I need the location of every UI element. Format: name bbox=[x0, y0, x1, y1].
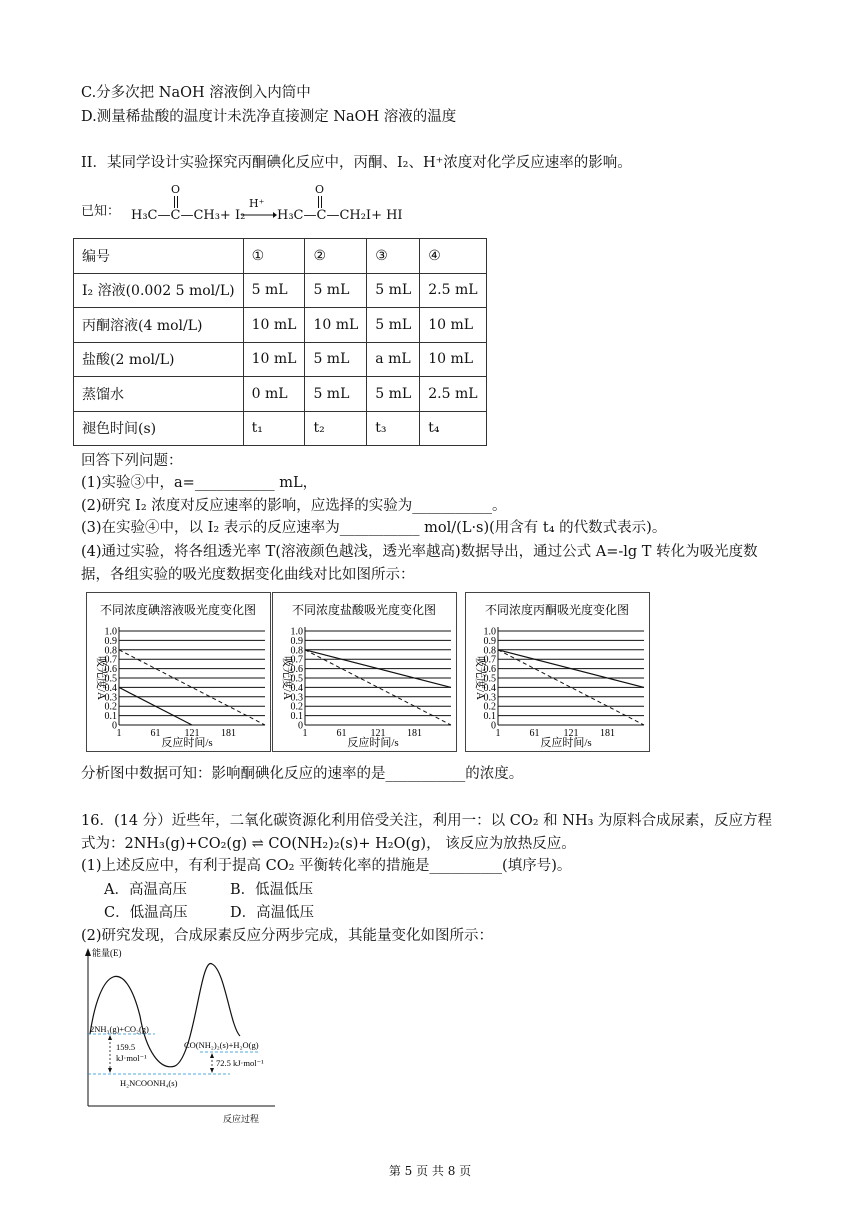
option-d2: D．高温低压 bbox=[230, 905, 315, 921]
x-tick-label: 1 bbox=[116, 728, 122, 739]
y-tick-label: 1.0 bbox=[483, 626, 496, 638]
y-tick-label: 0.8 bbox=[483, 645, 496, 657]
table-cell: 2.5 mL bbox=[420, 273, 486, 308]
table-header-row bbox=[74, 239, 487, 274]
y-tick-label: 0.1 bbox=[104, 711, 117, 723]
chart-title: 不同浓度丙酮吸光度变化图 bbox=[484, 603, 630, 617]
y-tick-label: 0.5 bbox=[104, 673, 117, 685]
x-tick-label: 61 bbox=[529, 728, 540, 739]
x-tick-label: 181 bbox=[600, 728, 615, 739]
table-cell: a mL bbox=[367, 342, 420, 377]
table-cell: 5 mL bbox=[367, 273, 420, 308]
product-double-bond bbox=[318, 196, 322, 208]
y-tick-label: 0.9 bbox=[290, 635, 303, 647]
energy-diagram bbox=[80, 946, 280, 1126]
product-o: O bbox=[315, 183, 325, 196]
x-tick-label: 121 bbox=[370, 728, 386, 739]
table-cell: ② bbox=[305, 239, 367, 274]
x-tick-label: 1 bbox=[495, 728, 501, 739]
y-tick-label: 0.1 bbox=[290, 711, 303, 723]
table-cell: t₄ bbox=[420, 411, 486, 446]
q16-line1: 16．(14 分）近些年，二氧化碳资源化利用倍受关注，利用一：以 CO₂ 和 NH₃ 为原料合成尿素，反应方程 bbox=[81, 813, 773, 829]
reaction-progress-label: 反应过程 bbox=[223, 1114, 260, 1124]
delta1-unit: kJ·mol⁻¹ bbox=[116, 1053, 147, 1063]
y-tick-label: 0 bbox=[491, 720, 496, 732]
q16-question-1: (1)上述反应中，有利于提高 CO₂ 平衡转化率的措施是__________(填序号)。 bbox=[81, 858, 572, 874]
iodine-absorbance-chart bbox=[86, 592, 271, 752]
y-tick-label: 1.0 bbox=[104, 626, 117, 638]
table-cell: 10 mL bbox=[420, 342, 486, 377]
table-cell: t₃ bbox=[367, 411, 420, 446]
hcl-absorbance-chart bbox=[272, 592, 457, 752]
y-axis-label: 吸光度/A bbox=[95, 656, 107, 700]
energy-diagram-svg bbox=[80, 946, 280, 1126]
y-tick-label: 0.9 bbox=[104, 635, 117, 647]
energy-curve bbox=[90, 964, 240, 1067]
x-tick-label: 181 bbox=[407, 728, 422, 739]
iodine-chart-svg bbox=[87, 593, 270, 751]
product-label: CO(NH₂)₂(s)+H₂O(g) bbox=[184, 1040, 259, 1050]
table-row bbox=[74, 308, 487, 343]
question-4-line1: (4)通过实验，将各组透光率 T(溶液颜色越浅，透光率越高)数据导出，通过公式 A=-lg T 转化为吸光度数 bbox=[81, 544, 758, 560]
x-axis-label: 反应时间/s bbox=[347, 737, 399, 749]
y-tick-label: 0.7 bbox=[290, 654, 303, 666]
table-cell: 10 mL bbox=[305, 308, 367, 343]
reactant-label: 2NH₃(g)+CO₂(g) bbox=[90, 1024, 149, 1034]
analysis-text: 分析图中数据可知：影响酮碘化反应的速率的是___________的浓度。 bbox=[81, 766, 524, 782]
y-tick-label: 0.6 bbox=[290, 664, 303, 676]
table-row bbox=[74, 342, 487, 377]
page-number: 第 5 页 共 8 页 bbox=[388, 1164, 472, 1178]
x-tick-label: 121 bbox=[563, 728, 579, 739]
y-tick-label: 0.3 bbox=[483, 692, 496, 704]
product-formula: H₃C—C—CH₂I+ HI bbox=[277, 208, 403, 223]
table-cell: I₂ 溶液(0.002 5 mol/L) bbox=[74, 273, 244, 308]
delta1-down-icon bbox=[108, 1068, 112, 1073]
acetone-chart-svg bbox=[466, 593, 649, 751]
y-tick-label: 0.3 bbox=[104, 692, 117, 704]
y-tick-label: 0 bbox=[298, 720, 303, 732]
table-row bbox=[74, 411, 487, 446]
y-tick-label: 0.4 bbox=[104, 682, 117, 694]
y-tick-label: 0.2 bbox=[104, 701, 117, 713]
known-label: 已知： bbox=[81, 204, 121, 219]
table-cell: 10 mL bbox=[420, 308, 486, 343]
energy-y-arrow-icon bbox=[85, 948, 91, 956]
x-tick-label: 181 bbox=[221, 728, 236, 739]
table-cell: 盐酸(2 mol/L) bbox=[74, 342, 244, 377]
delta1-up-icon bbox=[108, 1035, 112, 1040]
y-tick-label: 0.8 bbox=[290, 645, 303, 657]
question-2: (2)研究 I₂ 浓度对反应速率的影响，应选择的实验为___________。 bbox=[81, 498, 507, 514]
chart-title: 不同浓度盐酸吸光度变化图 bbox=[291, 603, 437, 617]
energy-axis-label: 能量(E) bbox=[92, 948, 122, 958]
catalyst-label: H⁺ bbox=[249, 197, 265, 210]
delta1-value: 159.5 bbox=[116, 1042, 136, 1052]
option-c: C.分多次把 NaOH 溶液倒入内筒中 bbox=[81, 85, 311, 101]
reaction-equation bbox=[81, 183, 411, 228]
table-cell: 5 mL bbox=[305, 377, 367, 412]
x-axis-label: 反应时间/s bbox=[161, 737, 213, 749]
y-tick-label: 0.8 bbox=[104, 645, 117, 657]
y-tick-label: 0.1 bbox=[483, 711, 496, 723]
acetone-absorbance-chart bbox=[465, 592, 650, 752]
table-cell: 10 mL bbox=[243, 342, 305, 377]
y-axis-label: 吸光度/A bbox=[474, 656, 486, 700]
reactant-formula: H₃C—C—CH₃+ I₂ bbox=[131, 208, 246, 223]
question-1: (1)实验③中，a=___________ mL， bbox=[81, 475, 318, 491]
experiment-table bbox=[73, 238, 487, 446]
table-cell: 褪色时间(s) bbox=[74, 411, 244, 446]
table-cell: 10 mL bbox=[243, 308, 305, 343]
option-d: D.测量稀盐酸的温度计未洗净直接测定 NaOH 溶液的温度 bbox=[81, 109, 457, 125]
reactant-o: O bbox=[171, 183, 181, 196]
table-cell: 蒸馏水 bbox=[74, 377, 244, 412]
question-3: (3)在实验④中，以 I₂ 表示的反应速率为___________ mol/(L·s)(用含有 t₄ 的代数式表示)。 bbox=[81, 520, 667, 536]
table-cell: 5 mL bbox=[305, 342, 367, 377]
answer-intro: 回答下列问题： bbox=[81, 453, 183, 469]
chart-title: 不同浓度碘溶液吸光度变化图 bbox=[99, 603, 257, 617]
y-tick-label: 0.7 bbox=[104, 654, 117, 666]
table-cell: 0 mL bbox=[243, 377, 305, 412]
x-tick-label: 61 bbox=[336, 728, 347, 739]
y-tick-label: 0.2 bbox=[290, 701, 303, 713]
table-cell: t₁ bbox=[243, 411, 305, 446]
y-tick-label: 0.2 bbox=[483, 701, 496, 713]
delta2-up-icon bbox=[210, 1053, 214, 1058]
x-tick-label: 1 bbox=[302, 728, 308, 739]
q16-line2: 式为：2NH₃(g)+CO₂(g) ⇌ CO(NH₂)₂(s)+ H₂O(g)， 该反应为放热反应。 bbox=[81, 836, 576, 852]
table-cell: ① bbox=[243, 239, 305, 274]
table-cell: 2.5 mL bbox=[420, 377, 486, 412]
intermediate-label: H₂NCOONH₄(s) bbox=[120, 1078, 178, 1088]
reaction-arrow bbox=[241, 211, 277, 219]
y-tick-label: 0.6 bbox=[104, 664, 117, 676]
y-tick-label: 0.7 bbox=[483, 654, 496, 666]
x-tick-label: 61 bbox=[150, 728, 161, 739]
table-cell: 编号 bbox=[74, 239, 244, 274]
delta2-label: 72.5 kJ·mol⁻¹ bbox=[216, 1058, 264, 1068]
delta2-down-icon bbox=[210, 1068, 214, 1073]
y-tick-label: 0.5 bbox=[290, 673, 303, 685]
y-tick-label: 0.3 bbox=[290, 692, 303, 704]
question-4-line2: 据，各组实验的吸光度数据变化曲线对比如图所示： bbox=[81, 567, 415, 583]
y-tick-label: 0 bbox=[112, 720, 117, 732]
option-a: A．高温高压 bbox=[104, 882, 187, 898]
option-c2: C．低温高压 bbox=[104, 905, 188, 921]
table-cell: 5 mL bbox=[305, 273, 367, 308]
option-b: B．低温低压 bbox=[230, 882, 314, 898]
table-row bbox=[74, 273, 487, 308]
table-cell: 丙酮溶液(4 mol/L) bbox=[74, 308, 244, 343]
table-cell: ③ bbox=[367, 239, 420, 274]
y-tick-label: 0.4 bbox=[290, 682, 303, 694]
y-tick-label: 0.6 bbox=[483, 664, 496, 676]
table-cell: ④ bbox=[420, 239, 486, 274]
table-row bbox=[74, 377, 487, 412]
table-cell: 5 mL bbox=[243, 273, 305, 308]
x-tick-label: 121 bbox=[184, 728, 200, 739]
part2-intro: II．某同学设计实验探究丙酮碘化反应中，丙酮、I₂、H⁺浓度对化学反应速率的影响。 bbox=[81, 155, 632, 171]
y-tick-label: 0.9 bbox=[483, 635, 496, 647]
reactant-double-bond bbox=[174, 196, 178, 208]
y-tick-label: 0.4 bbox=[483, 682, 496, 694]
x-axis-label: 反应时间/s bbox=[540, 737, 592, 749]
q16-question-2: (2)研究发现，合成尿素反应分两步完成，其能量变化如图所示： bbox=[81, 928, 494, 944]
hcl-chart-svg bbox=[273, 593, 456, 751]
table-cell: 5 mL bbox=[367, 377, 420, 412]
table-cell: 5 mL bbox=[367, 308, 420, 343]
y-tick-label: 0.5 bbox=[483, 673, 496, 685]
y-axis-label: 吸光度/A bbox=[281, 656, 293, 700]
table-cell: t₂ bbox=[305, 411, 367, 446]
y-tick-label: 1.0 bbox=[290, 626, 303, 638]
